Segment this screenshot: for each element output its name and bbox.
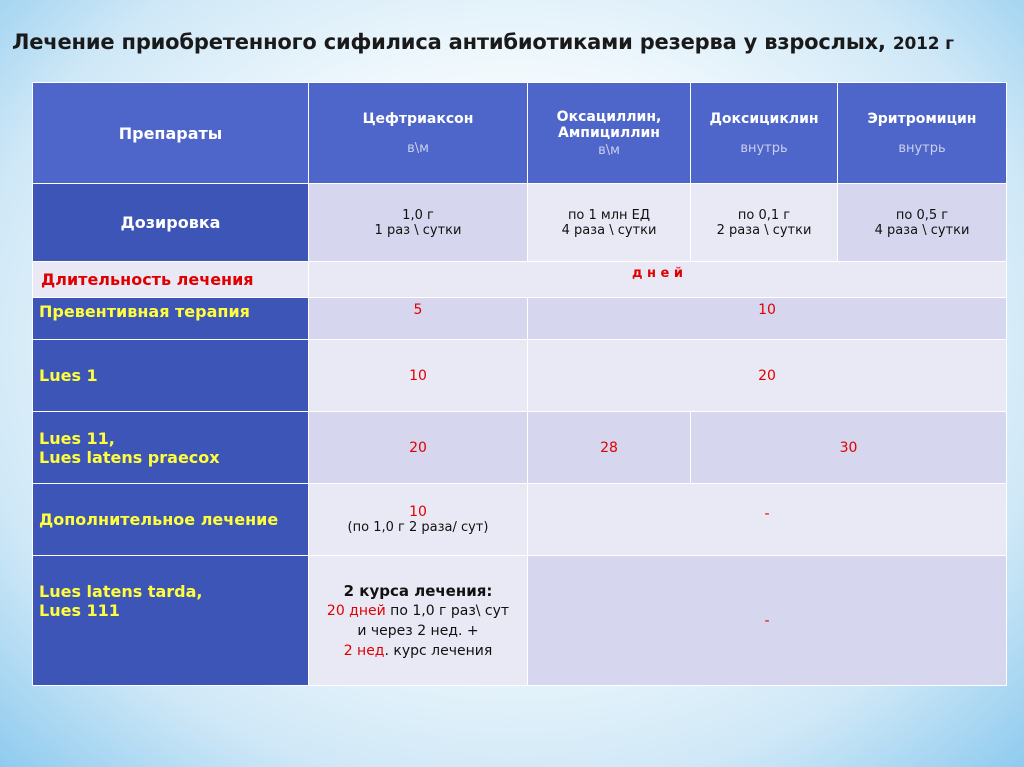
drug-route: в\м bbox=[407, 140, 429, 156]
days-value: 10 bbox=[758, 302, 776, 318]
dosage-line1: по 0,5 г bbox=[895, 207, 949, 223]
header-drug-oxacillin bbox=[528, 83, 691, 184]
duration-label: Длительность лечения bbox=[41, 270, 254, 289]
dosage-cell bbox=[691, 184, 838, 262]
duration-label-cell bbox=[33, 262, 309, 298]
days-value: 5 bbox=[413, 302, 423, 318]
lues2-value-1 bbox=[309, 412, 528, 484]
preventive-label-cell bbox=[33, 298, 309, 340]
header-drug-ceftriaxone bbox=[309, 83, 528, 184]
lues1-value-2 bbox=[528, 340, 1007, 412]
dosage-cell bbox=[309, 184, 528, 262]
course-dose: по 1,0 г раз\ сут bbox=[385, 602, 510, 619]
dosage-line2: 2 раза \ сутки bbox=[716, 222, 812, 238]
duration-unit-cell bbox=[309, 262, 1007, 298]
days-value: 20 bbox=[758, 367, 776, 384]
course-end: . курс лечения bbox=[384, 642, 493, 659]
dosage-label-cell bbox=[33, 184, 309, 262]
preventive-label: Превентивная терапия bbox=[39, 302, 250, 321]
course-line1 bbox=[309, 601, 527, 621]
days-value: 28 bbox=[600, 439, 618, 456]
dosage-cell bbox=[528, 184, 691, 262]
course-title: 2 курса лечения: bbox=[343, 581, 493, 600]
title-year: 2012 г bbox=[892, 34, 954, 54]
tarda-label-cell bbox=[33, 556, 309, 686]
dosage-line1: по 1 млн ЕД bbox=[567, 207, 651, 223]
drug-name: Доксициклин bbox=[709, 110, 819, 127]
tarda-label-line2: Lues 111 bbox=[39, 601, 120, 620]
course-days: 20 дней bbox=[326, 602, 386, 619]
lues2-label-line2: Lues latens praecox bbox=[39, 447, 220, 467]
course-line3 bbox=[309, 641, 527, 661]
additional-value-1 bbox=[309, 484, 528, 556]
duration-row bbox=[33, 262, 1007, 298]
additional-label: Дополнительное лечение bbox=[39, 510, 279, 529]
lues2-row bbox=[33, 412, 1007, 484]
lues1-label: Lues 1 bbox=[39, 366, 98, 385]
preventive-row bbox=[33, 298, 1007, 340]
header-row bbox=[33, 83, 1007, 184]
page-title bbox=[12, 30, 1012, 54]
days-value: 30 bbox=[839, 439, 858, 456]
additional-dose-note: (по 1,0 г 2 раза/ сут) bbox=[347, 520, 489, 535]
header-drug-doxycycline bbox=[691, 83, 838, 184]
lues2-label-cell bbox=[33, 412, 309, 484]
lues2-label-line1: Lues 11, bbox=[39, 428, 115, 448]
dosage-label: Дозировка bbox=[120, 213, 221, 232]
header-label-cell bbox=[33, 83, 309, 184]
tarda-label-line1: Lues latens tarda, bbox=[39, 582, 203, 601]
lues2-value-3 bbox=[691, 412, 1007, 484]
drug-name-line2: Ампициллин bbox=[558, 124, 660, 141]
lues1-value-1 bbox=[309, 340, 528, 412]
course-line2: и через 2 нед. + bbox=[357, 622, 479, 639]
title-text: Лечение приобретенного сифилиса антибиотиками резерва у взрослых, bbox=[12, 30, 886, 54]
days-value: 10 bbox=[409, 504, 427, 520]
tarda-value-2 bbox=[528, 556, 1007, 686]
days-value: 20 bbox=[409, 439, 427, 456]
dosage-row bbox=[33, 184, 1007, 262]
drug-route: в\м bbox=[598, 142, 620, 158]
header-drug-erythromycin bbox=[838, 83, 1007, 184]
drug-name-line1: Оксациллин, bbox=[556, 108, 662, 125]
additional-value-2 bbox=[528, 484, 1007, 556]
dosage-cell bbox=[838, 184, 1007, 262]
additional-label-cell bbox=[33, 484, 309, 556]
lues1-row bbox=[33, 340, 1007, 412]
header-label: Препараты bbox=[118, 123, 223, 143]
treatment-table bbox=[32, 82, 1007, 686]
drug-route: внутрь bbox=[740, 140, 788, 156]
preventive-value-1 bbox=[309, 298, 528, 340]
additional-row bbox=[33, 484, 1007, 556]
dosage-line2: 1 раз \ сутки bbox=[374, 222, 462, 238]
lues2-value-2 bbox=[528, 412, 691, 484]
drug-name: Цефтриаксон bbox=[362, 110, 474, 127]
dosage-line2: 4 раза \ сутки bbox=[874, 222, 970, 238]
dash-value: - bbox=[764, 612, 770, 629]
dosage-line2: 4 раза \ сутки bbox=[561, 222, 657, 238]
duration-unit: д н е й bbox=[632, 266, 683, 281]
dosage-line1: по 0,1 г bbox=[737, 207, 791, 223]
drug-name: Эритромицин bbox=[867, 110, 977, 127]
dash-value: - bbox=[764, 506, 770, 522]
tarda-course-cell bbox=[309, 556, 528, 686]
preventive-value-2 bbox=[528, 298, 1007, 340]
course-weeks: 2 нед bbox=[343, 642, 385, 659]
drug-route: внутрь bbox=[898, 140, 946, 156]
tarda-row bbox=[33, 556, 1007, 686]
lues1-label-cell bbox=[33, 340, 309, 412]
days-value: 10 bbox=[409, 367, 427, 384]
dosage-line1: 1,0 г bbox=[402, 207, 434, 223]
